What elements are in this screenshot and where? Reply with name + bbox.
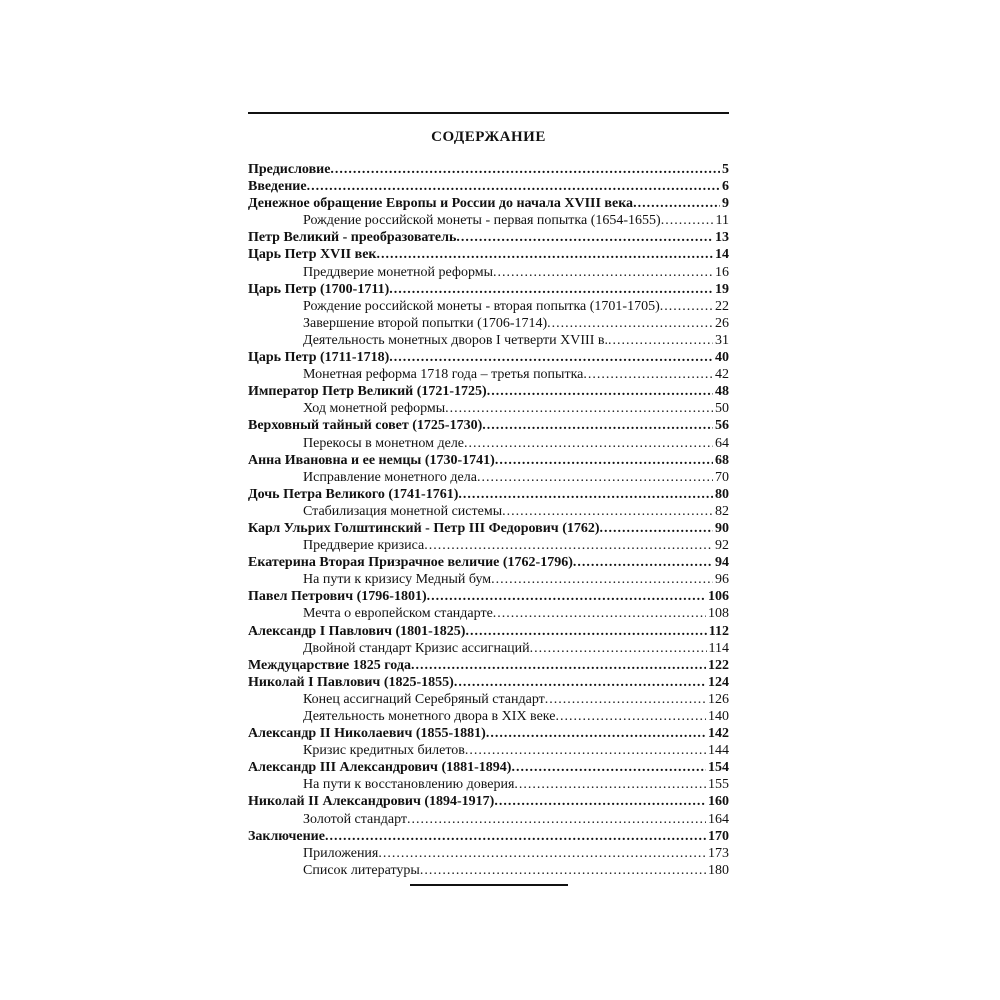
dot-leader: [482, 417, 713, 434]
toc-entry-label: Предисловие: [248, 162, 331, 177]
toc-entry-page-number: 82: [715, 503, 729, 519]
toc-entry-page-number: 140: [708, 709, 729, 724]
dot-leader: [376, 246, 713, 263]
toc-title: СОДЕРЖАНИЕ: [431, 129, 546, 145]
dot-leader: [661, 212, 714, 229]
toc-section-entry: [248, 708, 729, 725]
toc-chapter-entry: [248, 588, 729, 605]
toc-chapter-entry: [248, 759, 729, 776]
toc-entry-page-number: 14: [715, 247, 729, 263]
dot-leader: [493, 264, 713, 281]
toc-entry-label: Золотой стандарт: [303, 811, 408, 827]
dot-leader: [555, 708, 706, 725]
toc-chapter-entry: [248, 657, 729, 674]
dot-leader: [547, 315, 713, 332]
dot-leader: [573, 554, 713, 571]
toc-chapter-entry: [248, 178, 729, 195]
toc-chapter-entry: [248, 383, 729, 400]
toc-entry-label: Царь Петр (1711-1718): [248, 350, 390, 366]
toc-entry-page-number: 144: [708, 743, 729, 759]
dot-leader: [458, 486, 713, 503]
toc-entry-page-number: 48: [715, 384, 729, 400]
toc-section-entry: [248, 400, 729, 417]
dot-leader: [456, 229, 713, 246]
toc-entry-page-number: 92: [715, 538, 729, 554]
toc-entry-label: Царь Петр XVII век: [248, 247, 377, 263]
toc-entry-page-number: 164: [708, 811, 729, 827]
dot-leader: [583, 366, 713, 383]
toc-entry-label: Екатерина Вторая Призрачное величие (1762-1796): [248, 555, 573, 571]
toc-section-entry: [248, 315, 729, 332]
toc-entry-page-number: 80: [715, 486, 729, 502]
dot-leader: [487, 383, 713, 400]
dot-leader: [465, 742, 706, 759]
toc-chapter-entry: [248, 161, 729, 178]
toc-chapter-entry: [248, 486, 729, 503]
toc-section-entry: [248, 537, 729, 554]
toc-entry-label: Кризис кредитных билетов: [303, 743, 465, 759]
dot-leader: [330, 161, 720, 178]
dot-leader: [307, 178, 720, 195]
toc-entry-page-number: 70: [715, 469, 729, 485]
toc-entry-label: Двойной стандарт Кризис ассигнаций: [303, 640, 530, 656]
toc-entry-label: Ход монетной реформы: [303, 401, 446, 417]
toc-chapter-entry: [248, 674, 729, 691]
toc-entry-label: Деятельность монетного двора в XIX веке: [303, 709, 556, 724]
toc-entry-page-number: 124: [708, 674, 729, 690]
dot-leader: [660, 298, 713, 315]
dot-leader: [454, 674, 706, 691]
dot-leader: [420, 862, 706, 879]
dot-leader: [389, 349, 713, 366]
toc-entry-page-number: 26: [715, 315, 729, 331]
dot-leader: [511, 759, 706, 776]
toc-entry-page-number: 42: [715, 367, 729, 383]
toc-entry-page-number: 56: [715, 418, 729, 434]
toc-entry-page-number: 16: [715, 264, 729, 280]
toc-entry-page-number: 180: [708, 862, 729, 878]
toc-section-entry: [248, 742, 729, 759]
toc-entry-label: Завершение второй попытки (1706-1714): [303, 315, 548, 331]
toc-entry-page-number: 68: [715, 452, 729, 468]
toc-chapter-entry: [248, 828, 729, 845]
toc-entry-page-number: 114: [708, 640, 729, 656]
toc-entry-page-number: 108: [708, 606, 729, 622]
dot-leader: [530, 640, 707, 657]
dot-leader: [502, 503, 713, 520]
toc-chapter-entry: [248, 793, 729, 810]
toc-chapter-entry: [248, 229, 729, 246]
dot-leader: [464, 435, 713, 452]
toc-entry-page-number: 50: [715, 401, 729, 417]
toc-entry-page-number: 112: [708, 623, 729, 639]
dot-leader: [514, 776, 706, 793]
toc-entry-label: Введение: [248, 179, 307, 195]
toc-entry-page-number: 106: [708, 589, 729, 605]
toc-entry-page-number: 126: [708, 691, 729, 707]
toc-section-entry: [248, 435, 729, 452]
toc-entry-label: Карл Ульрих Голштинский - Петр III Федорович (1762): [248, 520, 600, 536]
toc-entry-page-number: 19: [715, 281, 729, 297]
toc-entry-page-number: 90: [715, 520, 729, 536]
toc-entry-page-number: 160: [708, 794, 729, 810]
toc-entry-label: Царь Петр (1700-1711): [248, 281, 390, 297]
toc-entry-label: Список литературы: [303, 862, 420, 878]
toc-section-entry: [248, 571, 729, 588]
toc-entry-label: Монетная реформа 1718 года – третья попытка: [303, 367, 584, 383]
toc-entry-label: Денежное обращение Европы и России до начала XVIII века: [248, 196, 634, 212]
toc-entry-label: Междуцарствие 1825 года: [248, 657, 411, 673]
dot-leader: [545, 691, 706, 708]
bottom-rule: [410, 884, 568, 886]
toc-section-entry: [248, 366, 729, 383]
dot-leader: [633, 195, 720, 212]
toc-chapter-entry: [248, 417, 729, 434]
toc-entry-label: На пути к восстановлению доверия: [303, 777, 515, 793]
toc-entry-page-number: 11: [715, 213, 729, 229]
toc-entry-label: Приложения: [303, 845, 379, 861]
toc-section-entry: [248, 845, 729, 862]
toc-entry-label: Преддверие монетной реформы: [303, 264, 494, 280]
toc-entry-label: Мечта о европейском стандарте: [303, 606, 493, 622]
toc-entry-label: Император Петр Великий (1721-1725): [248, 384, 487, 400]
top-rule: [248, 112, 729, 114]
dot-leader: [491, 571, 713, 588]
toc-entry-page-number: 6: [722, 179, 729, 195]
toc-entry-page-number: 31: [715, 332, 729, 348]
toc-section-entry: [248, 691, 729, 708]
toc-entry-label: Верховный тайный совет (1725-1730): [248, 418, 483, 434]
toc-entry-label: Исправление монетного дела: [303, 469, 477, 485]
dot-leader: [445, 400, 713, 417]
dot-leader: [477, 469, 713, 486]
toc-entry-label: Александр I Павлович (1801-1825): [248, 623, 466, 639]
toc-chapter-entry: [248, 195, 729, 212]
toc-section-entry: [248, 298, 729, 315]
toc-entry-label: Конец ассигнаций Серебряный стандарт: [303, 691, 545, 707]
toc-entry-page-number: 9: [722, 196, 729, 212]
toc-entry-page-number: 96: [715, 572, 729, 588]
toc-entry-label: Анна Ивановна и ее немцы (1730-1741): [248, 452, 495, 468]
toc-section-entry: [248, 776, 729, 793]
dot-leader: [465, 623, 706, 640]
toc-entry-page-number: 5: [722, 162, 729, 177]
toc-list: [248, 161, 729, 879]
dot-leader: [424, 537, 713, 554]
dot-leader: [427, 588, 706, 605]
toc-entry-label: Павел Петрович (1796-1801): [248, 589, 427, 605]
toc-entry-page-number: 13: [715, 230, 729, 246]
toc-entry-label: Николай II Александрович (1894-1917): [248, 794, 495, 810]
toc-section-entry: [248, 811, 729, 828]
toc-chapter-entry: [248, 452, 729, 469]
toc-chapter-entry: [248, 349, 729, 366]
toc-chapter-entry: [248, 623, 729, 640]
toc-section-entry: [248, 605, 729, 622]
toc-entry-label: Стабилизация монетной системы: [303, 503, 503, 519]
toc-entry-page-number: 154: [708, 760, 729, 776]
toc-section-entry: [248, 503, 729, 520]
toc-chapter-entry: [248, 246, 729, 263]
toc-entry-label: Заключение: [248, 828, 325, 844]
toc-section-entry: [248, 862, 729, 879]
toc-section-entry: [248, 332, 729, 349]
toc-entry-page-number: 22: [715, 298, 729, 314]
toc-section-entry: [248, 212, 729, 229]
toc-entry-label: На пути к кризису Медный бум: [303, 572, 492, 588]
toc-chapter-entry: [248, 554, 729, 571]
dot-leader: [486, 725, 706, 742]
toc-entry-label: Петр Великий - преобразователь: [248, 230, 457, 246]
toc-section-entry: [248, 469, 729, 486]
dot-leader: [608, 332, 713, 349]
toc-entry-page-number: 142: [708, 726, 729, 742]
dot-leader: [378, 845, 706, 862]
toc-entry-label: Дочь Петра Великого (1741-1761): [248, 486, 459, 502]
toc-entry-label: Александр II Николаевич (1855-1881): [248, 726, 486, 742]
toc-entry-page-number: 40: [715, 350, 729, 366]
dot-leader: [389, 281, 713, 298]
dot-leader: [325, 828, 706, 845]
toc-entry-page-number: 170: [708, 828, 729, 844]
dot-leader: [600, 520, 713, 537]
toc-section-entry: [248, 264, 729, 281]
toc-entry-label: Николай I Павлович (1825-1855): [248, 674, 454, 690]
toc-entry-label: Перекосы в монетном деле: [303, 435, 465, 451]
toc-entry-label: Александр III Александрович (1881-1894): [248, 760, 512, 776]
dot-leader: [494, 793, 706, 810]
toc-entry-page-number: 64: [715, 435, 729, 451]
toc-chapter-entry: [248, 520, 729, 537]
toc-entry-page-number: 122: [708, 657, 729, 673]
toc-chapter-entry: [248, 281, 729, 298]
dot-leader: [493, 605, 706, 622]
toc-entry-label: Рождение российской монеты - вторая попытка (1701-1705): [303, 298, 660, 314]
toc-entry-label: Деятельность монетных дворов I четверти XVIII в.: [303, 332, 608, 348]
toc-chapter-entry: [248, 725, 729, 742]
toc-entry-page-number: 155: [708, 777, 729, 793]
dot-leader: [411, 657, 706, 674]
dot-leader: [495, 452, 713, 469]
toc-entry-page-number: 173: [708, 845, 729, 861]
toc-entry-label: Преддверие кризиса: [303, 538, 425, 554]
toc-entry-label: Рождение российской монеты - первая попытка (1654-1655): [303, 213, 661, 229]
toc-entry-page-number: 94: [715, 555, 729, 571]
toc-section-entry: [248, 640, 729, 657]
dot-leader: [407, 811, 706, 828]
